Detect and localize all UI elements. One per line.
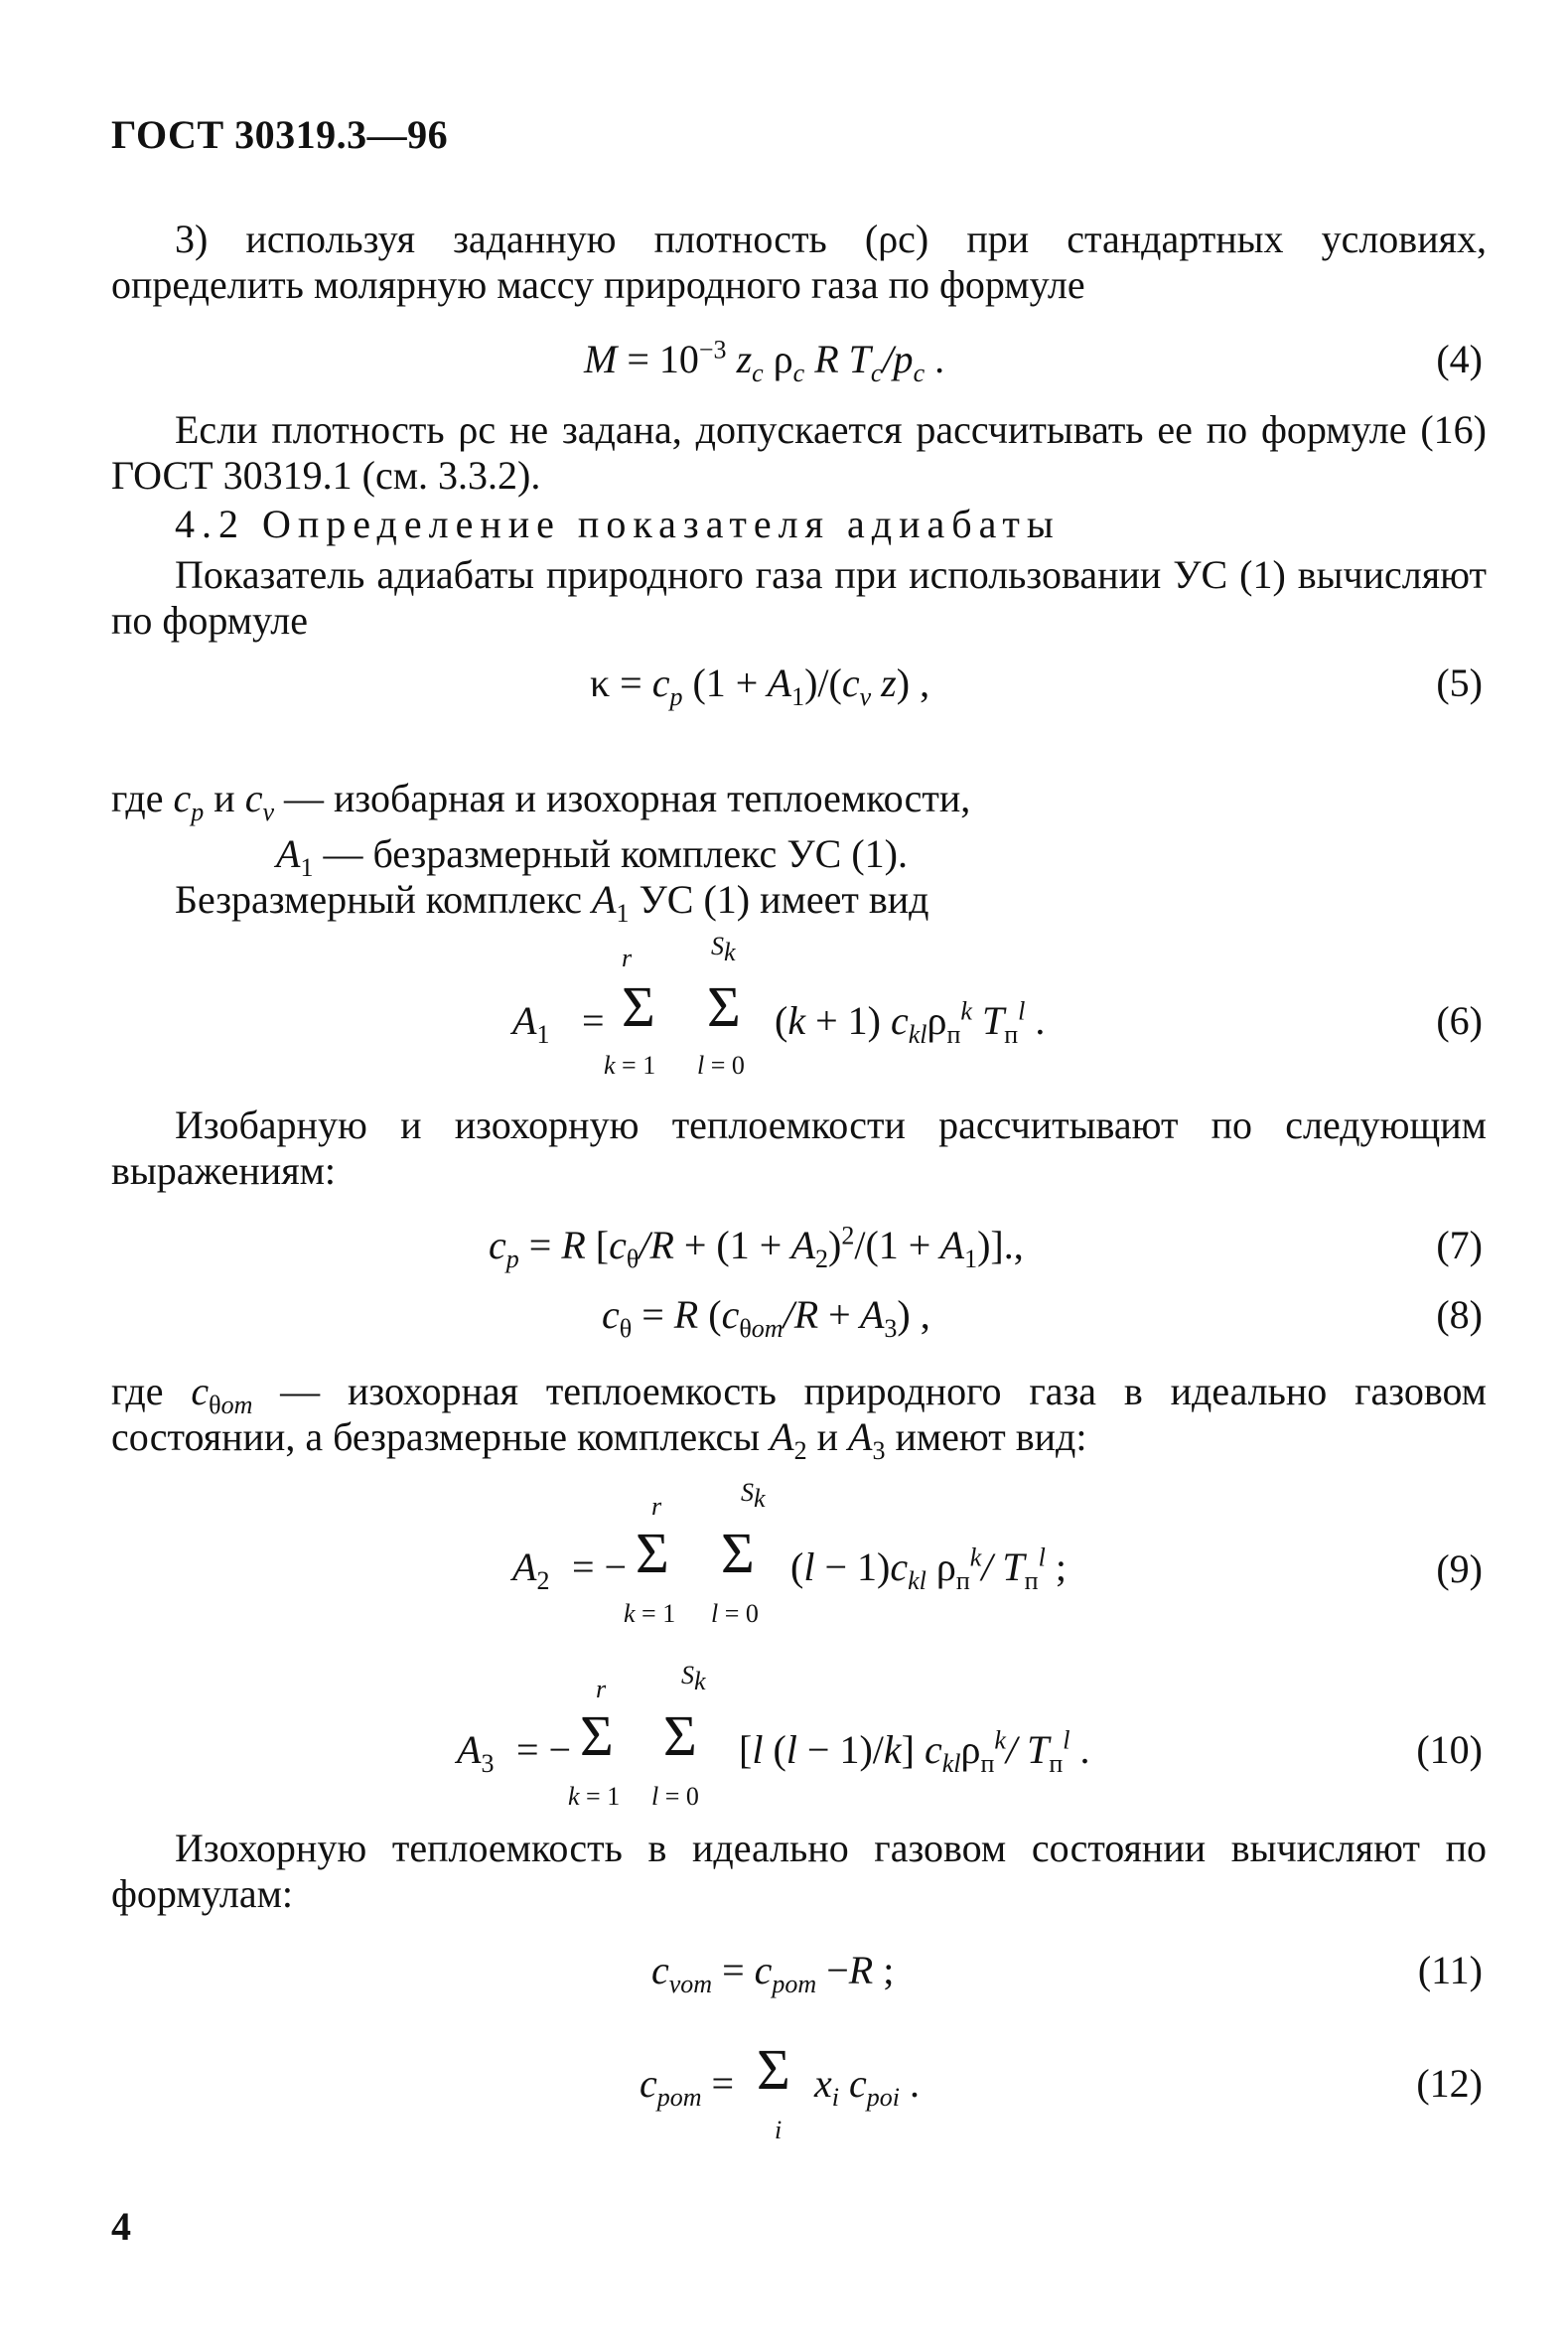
paragraph-2: Если плотность ρc не задана, допускается рассчитывать ее по формуле (16) ГОСТ 30319.1 (см. 3.3.2). [111,407,1487,498]
formula-10-number: (10) [1416,1727,1483,1772]
formula-4-number: (4) [1436,337,1483,381]
formula-5-number: (5) [1436,661,1483,705]
formula-7: $c_p = R$ $[c_\theta/R + (1 + A_2)^2/(1 + A_1)]$., [489,1221,1024,1273]
section-heading: 4.2 Определение показателя адиабаты [175,502,1061,546]
formula-4: $M = 10^{-3}$ $z_c$ $\rho_c$ R $T_c/p_c$ . [584,335,945,387]
paragraph-1: 3) используя заданную плотность (ρc) при стандартных условиях, определить молярную массу природного газа по формуле [111,217,1487,307]
where-line-1: где $c_p$ и $c_v$ — изобарная и изохорная теплоемкости, [111,776,971,826]
formula-8-number: (8) [1436,1292,1483,1337]
paragraph-7: Изохорную теплоемкость в идеально газовом состоянии вычисляют по формулам: [111,1826,1487,1916]
paragraph-4: Безразмерный комплекс $A_1$ УС (1) имеет вид [175,877,929,928]
where-line-2: $A_1$ — безразмерный комплекс УС (1). [276,831,908,882]
document-header: ГОСТ 30319.3—96 [111,112,449,157]
paragraph-6: где $c_{\theta om}$ — изохорная теплоемкость природного газа в идеально газовом состоянии, а безразмерные комплексы $A_2$ и $A_3$ имеют вид: [111,1369,1487,1465]
paragraph-5: Изобарную и изохорную теплоемкости рассчитывают по следующим выражениям: [111,1102,1487,1193]
formula-11: $c_{vom} = c_{pom} -R$ ; [651,1948,895,1998]
formula-12-number: (12) [1416,2061,1483,2106]
paragraph-3: Показатель адиабаты природного газа при использовании УС (1) вычисляют по формуле [111,552,1487,643]
formula-6-number: (6) [1436,998,1483,1043]
formula-8: $c_\theta = R$ $(c_{\theta om}/R + A_3)$ , [602,1292,930,1343]
formula-5: $\kappa = c_p$ $(1 + A_1)/(c_v$ z) , [590,661,930,711]
page-number: 4 [111,2204,131,2249]
formula-11-number: (11) [1417,1948,1483,1992]
formula-7-number: (7) [1436,1223,1483,1267]
formula-9-number: (9) [1436,1546,1483,1591]
